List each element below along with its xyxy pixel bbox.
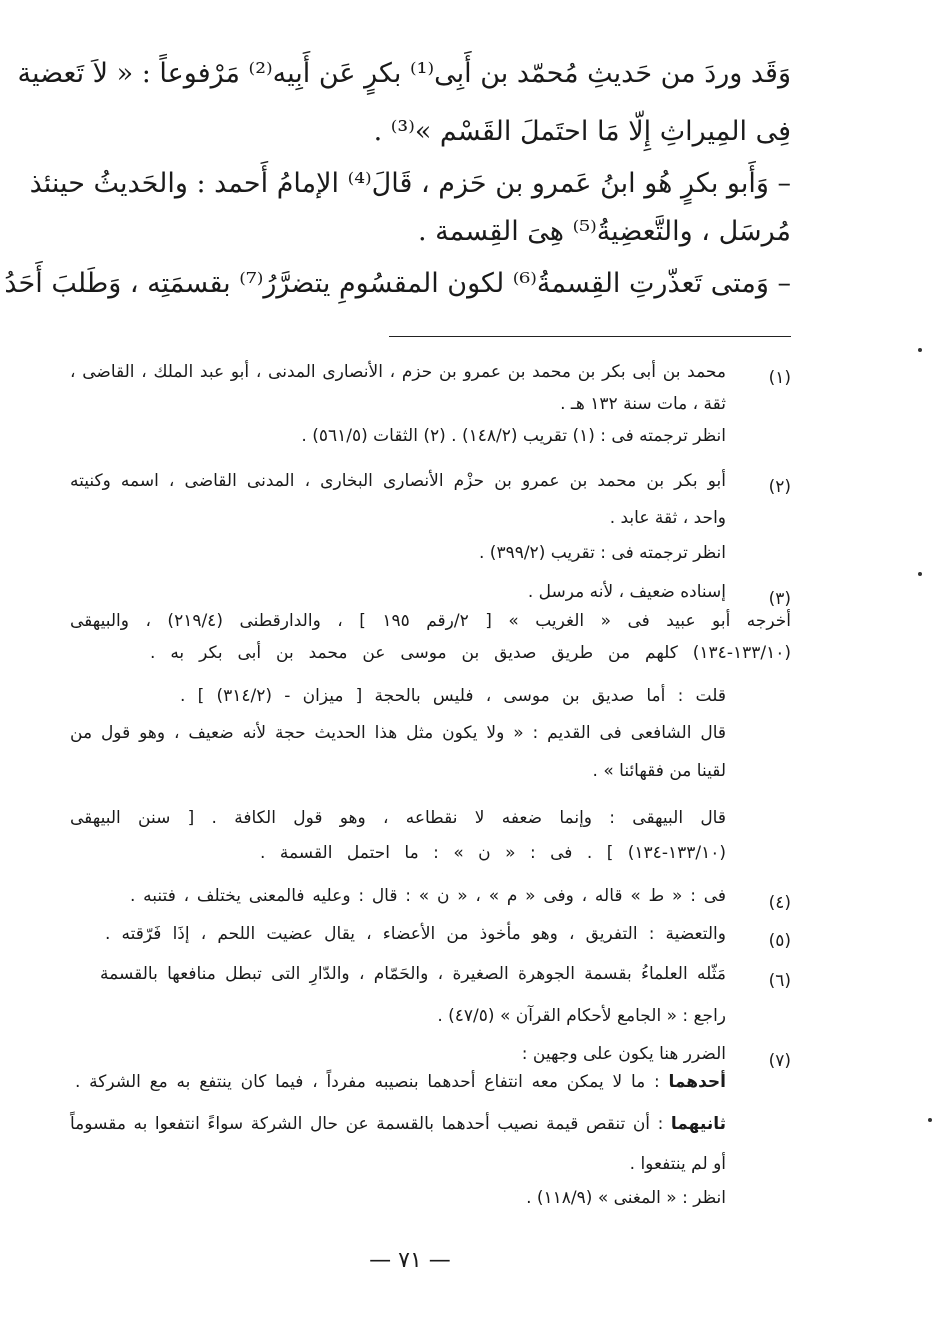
footnote-line: أو لم ينتفعوا . [629,1154,726,1174]
footnote-line: أبو بكر بن محمد بن عمرو بن حزْم الأنصارى البخارى ، المدنى القاضى ، اسمه وكنيته [70,471,726,491]
footnote-line: فى : « ط » قاله ، وفى « م » ، « ن » : قال : وعليه فالمعنى يختلف ، فتنبه . [130,886,726,906]
footnote-number: (٧) [768,1051,791,1071]
footnote-line [70,1116,726,1133]
footnote-line: قال البيهقى : وإنما ضعفه لا نقطاعه ، وهو قول الكافة . [ سنن البيهقى [70,808,726,828]
footnote-number: (٦) [768,971,791,991]
footnote-line: (١٣٣/١٠-١٣٤) كلهم من طريق صديق بن موسى عن محمد بن أبى بكر به . [150,643,791,663]
footnote-number: (٣) [768,589,791,609]
main-text-line: – وَأَبو بكرٍ هُو ابنُ عَمرو بن حَزم ، قَالَ⁽⁴⁾ الإمامُ أَحمد : والحَديثُ حينئذ [29,168,791,199]
footnote-text: : ما لا يمكن معه انتفاع أحدهما بنصيبه مفرداً ، فيما كان ينتفع به مع الشركة . [75,1072,669,1092]
footnote-line: راجع : « الجامع لأحكام القرآن » (٤٧/٥) . [437,1006,726,1026]
footnote-number: (٥) [768,931,791,951]
footnote-line: والتعضية : التفريق ، وهو مأخوذ من الأعضاء ، يقال عضيت اللحم ، إذَا فَرّقته . [105,924,726,944]
main-text-line: – وَمتى تَعذّرتِ القِسمةُ⁽⁶⁾ لكون المقسُومِ يتضرَّرُ⁽⁷⁾ بقسمَتِه ، وَطَلبَ أَحَدُ [4,268,791,299]
footnote-line: قال الشافعى فى القديم : « ولا يكون مثل هذا الحديث حجة لأنه ضعيف ، وهو قول من [70,723,726,743]
footnote-number: (١) [768,368,791,388]
footnote-line: انظر ترجمته فى : (١) تقريب (١٤٨/٢) . (٢) الثقات (٥٦١/٥) . [301,426,726,446]
footnote-separator [389,336,791,337]
footnote-line: إسناده ضعيف ، لأنه مرسل . [527,582,726,602]
margin-mark [928,1118,932,1122]
footnote-line: لقينا من فقهائنا » . [592,761,726,781]
footnote-label: أحدهما [668,1072,726,1092]
margin-mark [918,348,922,352]
main-text-line: فِى المِيراثِ إِلّا مَا احتَملَ القَسْم »⁽³⁾ . [373,116,791,147]
footnote-line: انظر : « المغنى » (١١٨/٩) . [526,1188,726,1208]
footnote-number: (٤) [768,893,791,913]
footnote-line: الضرر هنا يكون على وجهين : [521,1044,726,1064]
footnote-line: انظر ترجمته فى : تقريب (٣٩٩/٢) . [478,543,726,563]
footnote-line: قلت : أما صديق بن موسى ، فليس بالحجة [ ميزان - (٣١٤/٢) ] . [180,686,726,706]
main-text-line: وَقَد وردَ من حَديثِ مُحمّد بن أَبِى⁽¹⁾ بكرٍ عَن أَبِيه⁽²⁾ مَرْفوعاً : « لاَ تَعضية [17,58,791,89]
footnote-line [75,1074,726,1091]
page-number: — ٧١ — [369,1248,451,1273]
footnote-line: (١٣٣/١٠-١٣٤) ] . فى : « ن » : ما احتمل القسمة . [260,843,726,863]
main-text-line: مُرسَل ، والتَّعضِيةُ⁽⁵⁾ هِىَ القِسمة . [417,216,791,247]
footnote-line: محمد بن أبى بكر بن محمد بن عمرو بن حزم ، الأنصارى المدنى ، أبو عبد الملك ، القاضى ، [70,362,726,382]
footnote-line: واحد ، ثقة عابد . [609,508,726,528]
footnote-line: أخرجه أبو عبيد فى « الغريب » [ ٢/رقم ١٩٥ ] ، والدارقطنى (٢١٩/٤) ، والبيهقى [70,611,792,631]
footnote-line: مَثّله العلماءُ بقسمة الجوهرة الصغيرة ، والحَمّام ، والدّارِ التى تبطل منافعها بالقسمة [100,964,726,984]
footnote-label: ثانيهما [670,1114,726,1134]
footnote-number: (٢) [768,477,791,497]
margin-mark [918,572,922,576]
footnote-line: ثقة ، مات سنة ١٣٢ هـ . [560,394,726,414]
footnote-text: : أن تنقص قيمة نصيب أحدهما بالقسمة عن حال الشركة سواءً انتفعوا به مقسوماً [70,1114,671,1134]
